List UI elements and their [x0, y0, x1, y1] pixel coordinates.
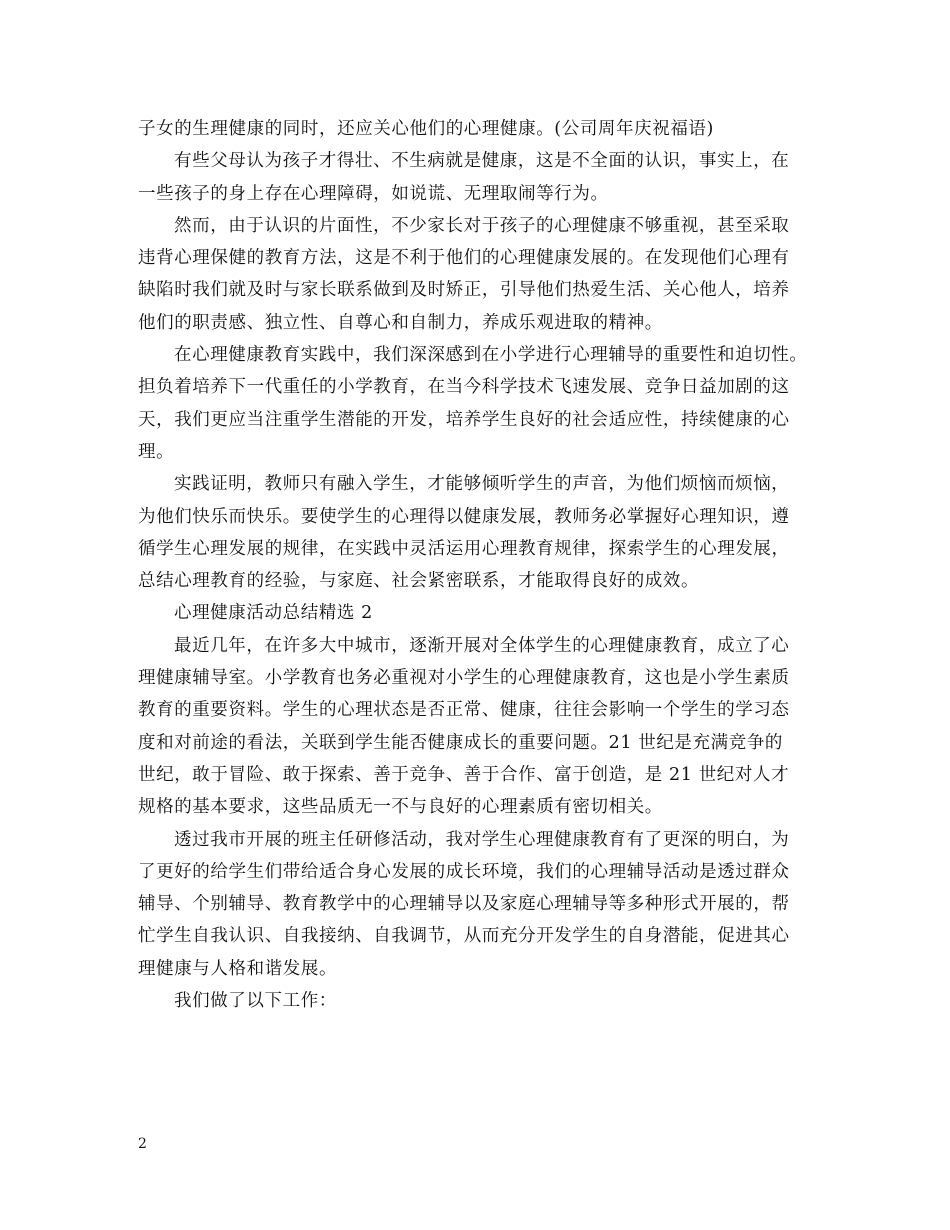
text-line: 最近几年，在许多大中城市，逐渐开展对全体学生的心理健康教育，成立了心	[174, 635, 790, 656]
text-line: 子女的生理健康的同时，还应关心他们的心理健康。(公司周年庆祝福语)	[138, 119, 714, 139]
text-line: 度和对前途的看法，关联到学生能否健康成长的重要问题。21 世纪是充满竞争的	[138, 732, 784, 753]
text-line: 了更好的给学生们带给适合身心发展的成长环境，我们的心理辅导活动是透过群众	[138, 861, 790, 882]
text-line: 理健康辅导室。小学教育也务必重视对小学生的心理健康教育，这也是小学生素质	[138, 668, 790, 689]
text-line: 一些孩子的身上存在心理障碍，如说谎、无理取闹等行为。	[138, 183, 609, 204]
text-line: 我们做了以下工作：	[174, 991, 337, 1012]
text-line: 为他们快乐而快乐。要使学生的心理得以健康发展，教师务必掌握好心理知识，遵	[138, 506, 790, 527]
text-line: 理健康与人格和谐发展。	[138, 958, 338, 979]
text-line: 实践证明，教师只有融入学生，才能够倾听学生的声音，为他们烦恼而烦恼，	[174, 474, 790, 495]
text-line: 缺陷时我们就及时与家长联系做到及时矫正，引导他们热爱生活、关心他人，培养	[138, 280, 790, 301]
text-line: 教育的重要资料。学生的心理状态是否正常、健康，往往会影响一个学生的学习态	[138, 700, 790, 721]
page-number: 2	[138, 1136, 147, 1152]
text-line: 世纪，敢于冒险、敢于探索、善于竞争、善于合作、富于创造，是 21 世纪对人才	[138, 764, 790, 785]
text-line: 规格的基本要求，这些品质无一不与良好的心理素质有密切相关。	[138, 797, 663, 818]
text-line: 他们的职责感、独立性、自尊心和自制力，养成乐观进取的精神。	[138, 312, 663, 333]
text-line: 担负着培养下一代重任的小学教育，在当今科学技术飞速发展、竞争日益加剧的这	[138, 377, 790, 398]
text-line: 然而，由于认识的片面性，不少家长对于孩子的心理健康不够重视，甚至采取	[174, 215, 790, 236]
text-line: 透过我市开展的班主任研修活动，我对学生心理健康教育有了更深的明白，为	[174, 829, 790, 850]
text-line: 违背心理保健的教育方法，这是不利于他们的心理健康发展的。在发现他们心理有	[138, 248, 790, 269]
document-body	[138, 113, 818, 1017]
text-line: 忙学生自我认识、自我接纳、自我调节，从而充分开发学生的自身潜能，促进其心	[138, 926, 790, 947]
text-line: 心理健康活动总结精选 2	[174, 603, 373, 624]
text-line: 循学生心理发展的规律，在实践中灵活运用心理教育规律，探索学生的心理发展，	[138, 538, 790, 559]
text-line: 辅导、个别辅导、教育教学中的心理辅导以及家庭心理辅导等多种形式开展的，帮	[138, 894, 790, 915]
text-line: 总结心理教育的经验，与家庭、社会紧密联系，才能取得良好的成效。	[138, 571, 700, 592]
text-line: 有些父母认为孩子才得壮、不生病就是健康，这是不全面的认识，事实上，在	[174, 151, 790, 172]
text-line: 天，我们更应当注重学生潜能的开发，培养学生良好的社会适应性，持续健康的心	[138, 409, 790, 430]
text-line: 理。	[138, 441, 175, 462]
text-line: 在心理健康教育实践中，我们深深感到在小学进行心理辅导的重要性和迫切性。	[174, 345, 808, 366]
